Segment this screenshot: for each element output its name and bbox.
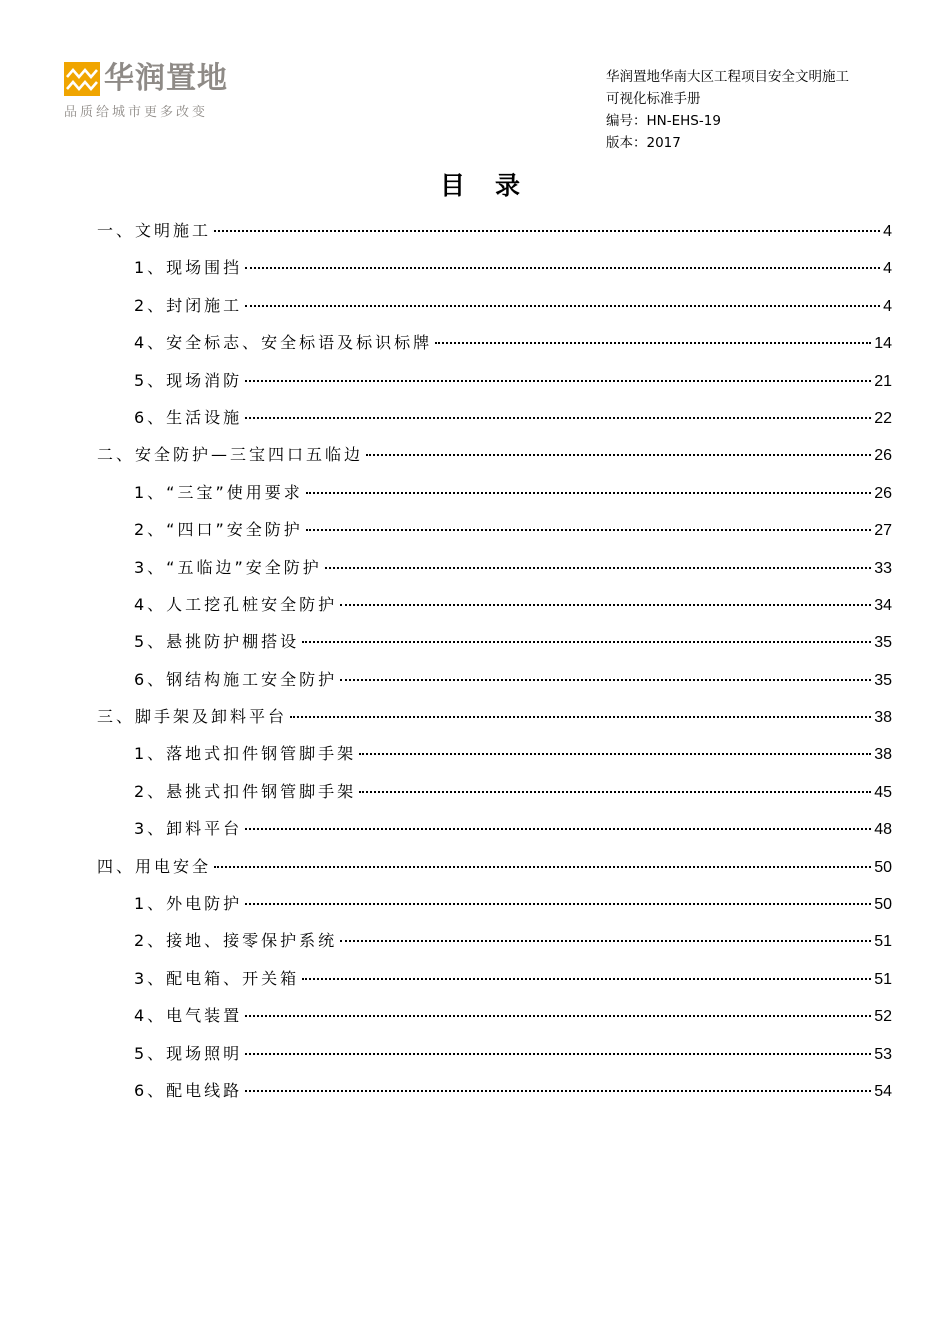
toc-entry-label: 2、悬挑式扣件钢管脚手架 bbox=[134, 781, 357, 801]
toc-dot-leader bbox=[340, 603, 871, 606]
toc-entry-label: 2、“四口”安全防护 bbox=[134, 520, 303, 540]
company-logo bbox=[64, 62, 254, 124]
toc-entry-label: 三、脚手架及卸料平台 bbox=[97, 707, 288, 727]
toc-subsection-entry[interactable] bbox=[97, 922, 892, 959]
toc-entry-page-number: 4 bbox=[883, 297, 892, 315]
toc-entry-page-number: 50 bbox=[874, 858, 892, 876]
toc-entry-label: 6、生活设施 bbox=[134, 407, 243, 427]
toc-entry-label: 二、安全防护—三宝四口五临边 bbox=[97, 445, 364, 465]
toc-dot-leader bbox=[245, 304, 880, 307]
toc-subsection-entry[interactable] bbox=[97, 1072, 892, 1109]
toc-entry-label: 1、“三宝”使用要求 bbox=[134, 482, 303, 502]
toc-entry-label: 2、封闭施工 bbox=[134, 295, 243, 315]
toc-entry-label: 1、外电防护 bbox=[134, 894, 243, 914]
toc-entry-page-number: 35 bbox=[874, 634, 892, 652]
toc-dot-leader bbox=[245, 902, 871, 905]
toc-entry-page-number: 26 bbox=[874, 447, 892, 465]
toc-entry-page-number: 53 bbox=[874, 1045, 892, 1063]
toc-entry-label: 4、电气装置 bbox=[134, 1006, 243, 1026]
toc-subsection-entry[interactable] bbox=[97, 1035, 892, 1072]
toc-dot-leader bbox=[245, 827, 871, 830]
toc-dot-leader bbox=[325, 566, 871, 569]
toc-entry-label: 5、现场消防 bbox=[134, 370, 243, 390]
toc-entry-label: 3、配电箱、开关箱 bbox=[134, 968, 300, 988]
toc-subsection-entry[interactable] bbox=[97, 511, 892, 548]
toc-entry-page-number: 14 bbox=[874, 335, 892, 353]
toc-subsection-entry[interactable] bbox=[97, 586, 892, 623]
toc-entry-page-number: 45 bbox=[874, 783, 892, 801]
toc-subsection-entry[interactable] bbox=[97, 997, 892, 1034]
toc-section-entry[interactable] bbox=[97, 848, 892, 885]
toc-subsection-entry[interactable] bbox=[97, 810, 892, 847]
toc-entry-label: 一、文明施工 bbox=[97, 221, 212, 240]
toc-subsection-entry[interactable] bbox=[97, 549, 892, 586]
toc-dot-leader bbox=[302, 977, 871, 980]
table-of-contents bbox=[97, 212, 892, 1109]
toc-entry-label: 5、悬挑防护棚搭设 bbox=[134, 632, 300, 652]
toc-entry-page-number: 4 bbox=[883, 260, 892, 278]
toc-subsection-entry[interactable] bbox=[97, 249, 892, 286]
toc-dot-leader bbox=[306, 528, 871, 531]
toc-entry-page-number: 38 bbox=[874, 746, 892, 764]
toc-dot-leader bbox=[245, 1052, 871, 1055]
cr-land-logo-mark-icon bbox=[64, 62, 100, 96]
toc-subsection-entry[interactable] bbox=[97, 474, 892, 511]
toc-entry-label: 3、“五临边”安全防护 bbox=[134, 557, 322, 577]
toc-dot-leader bbox=[366, 453, 871, 456]
toc-subsection-entry[interactable] bbox=[97, 399, 892, 436]
toc-subsection-entry[interactable] bbox=[97, 735, 892, 772]
toc-entry-label: 2、接地、接零保护系统 bbox=[134, 931, 338, 951]
toc-dot-leader bbox=[214, 865, 871, 868]
toc-subsection-entry[interactable] bbox=[97, 661, 892, 698]
toc-subsection-entry[interactable] bbox=[97, 960, 892, 997]
toc-dot-leader bbox=[245, 416, 871, 419]
toc-subsection-entry[interactable] bbox=[97, 324, 892, 361]
toc-entry-label: 1、落地式扣件钢管脚手架 bbox=[134, 744, 357, 764]
toc-entry-page-number: 27 bbox=[874, 522, 892, 540]
toc-dot-leader bbox=[214, 229, 880, 232]
toc-entry-label: 3、卸料平台 bbox=[134, 819, 243, 839]
logo-slogan: 品质给城市更多改变 bbox=[64, 105, 209, 120]
header-doc-code: 编号：HN-EHS-19 bbox=[606, 113, 721, 129]
toc-entry-page-number: 26 bbox=[874, 484, 892, 502]
logo-company-name: 华润置地 bbox=[104, 61, 228, 96]
toc-dot-leader bbox=[245, 379, 871, 382]
toc-dot-leader bbox=[290, 715, 871, 718]
toc-entry-page-number: 21 bbox=[874, 372, 892, 390]
toc-dot-leader bbox=[359, 790, 871, 793]
toc-dot-leader bbox=[340, 939, 871, 942]
toc-entry-label: 1、现场围挡 bbox=[134, 258, 243, 278]
header-title-line1: 华润置地华南大区工程项目安全文明施工 bbox=[606, 69, 849, 85]
toc-entry-page-number: 51 bbox=[874, 970, 892, 988]
toc-entry-label: 6、钢结构施工安全防护 bbox=[134, 669, 338, 689]
toc-entry-page-number: 4 bbox=[883, 223, 892, 240]
toc-section-entry[interactable] bbox=[97, 698, 892, 735]
toc-subsection-entry[interactable] bbox=[97, 885, 892, 922]
toc-dot-leader bbox=[245, 1089, 871, 1092]
toc-subsection-entry[interactable] bbox=[97, 287, 892, 324]
toc-dot-leader bbox=[302, 640, 871, 643]
toc-dot-leader bbox=[359, 752, 871, 755]
toc-entry-label: 4、人工挖孔桩安全防护 bbox=[134, 594, 338, 614]
toc-entry-page-number: 51 bbox=[874, 933, 892, 951]
toc-dot-leader bbox=[340, 678, 871, 681]
toc-entry-page-number: 34 bbox=[874, 596, 892, 614]
toc-entry-page-number: 35 bbox=[874, 671, 892, 689]
toc-entry-page-number: 48 bbox=[874, 821, 892, 839]
toc-entry-page-number: 52 bbox=[874, 1008, 892, 1026]
document-header-info bbox=[606, 66, 849, 154]
toc-subsection-entry[interactable] bbox=[97, 773, 892, 810]
toc-dot-leader bbox=[435, 341, 871, 344]
toc-entry-page-number: 33 bbox=[874, 559, 892, 577]
toc-section-entry[interactable] bbox=[97, 436, 892, 473]
toc-section-entry[interactable] bbox=[97, 212, 892, 249]
header-title-line2: 可视化标准手册 bbox=[606, 91, 701, 107]
toc-dot-leader bbox=[245, 266, 880, 269]
toc-subsection-entry[interactable] bbox=[97, 362, 892, 399]
toc-entry-label: 5、现场照明 bbox=[134, 1043, 243, 1063]
header-version: 版本：2017 bbox=[606, 135, 681, 151]
toc-subsection-entry[interactable] bbox=[97, 623, 892, 660]
toc-entry-page-number: 54 bbox=[874, 1082, 892, 1100]
toc-entry-label: 四、用电安全 bbox=[97, 856, 212, 876]
toc-entry-page-number: 50 bbox=[874, 896, 892, 914]
toc-entry-label: 6、配电线路 bbox=[134, 1080, 243, 1100]
toc-dot-leader bbox=[306, 491, 871, 494]
toc-dot-leader bbox=[245, 1014, 871, 1017]
toc-entry-page-number: 22 bbox=[874, 409, 892, 427]
toc-title: 目录 bbox=[439, 171, 550, 200]
toc-entry-page-number: 38 bbox=[874, 709, 892, 727]
toc-entry-label: 4、安全标志、安全标语及标识标牌 bbox=[134, 333, 433, 353]
